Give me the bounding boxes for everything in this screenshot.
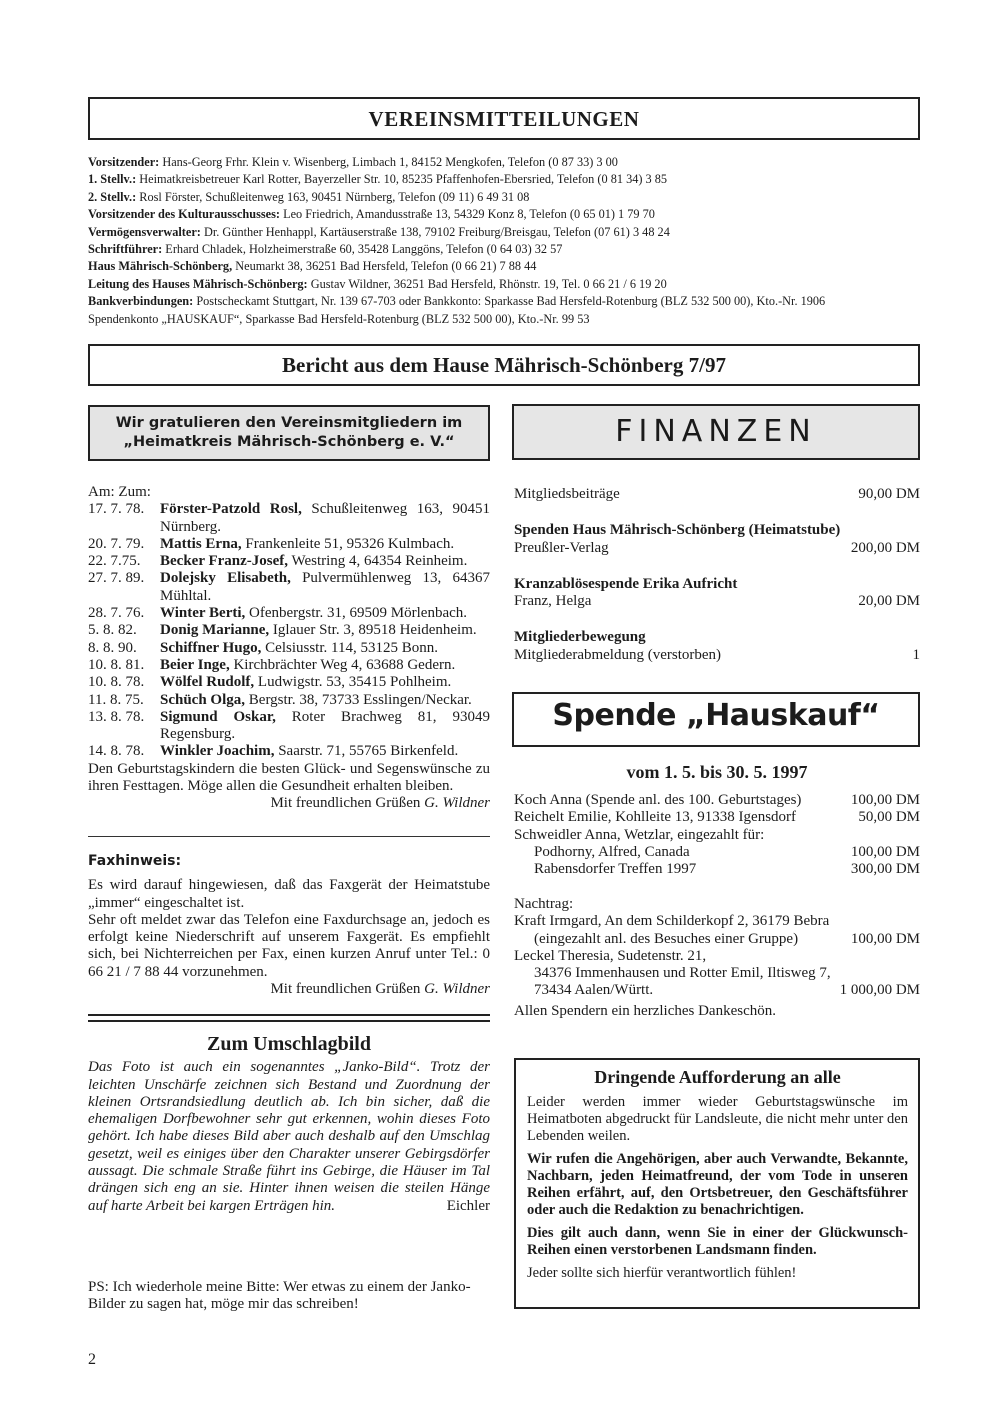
donation-row — [514, 844, 920, 861]
birthday-text: Beier Inge, Kirchbrächter Weg 4, 63688 Gedern. — [160, 656, 456, 673]
donation-amount: 100,00 DM — [850, 930, 920, 947]
birthday-entry — [88, 674, 490, 691]
board-members — [88, 154, 928, 328]
finance-list — [514, 486, 920, 664]
birthday-entry — [88, 622, 490, 639]
donation-amount: 300,00 DM — [850, 861, 920, 878]
am-zum-label: Am: Zum: — [88, 484, 151, 500]
board-line: 2. Stellv.: Rosl Förster, Schußleitenweg 163, 90451 Nürnberg, Telefon (09 11) 6 49 31 08 — [88, 189, 530, 204]
donor-name: Kraft Irmgard, An dem Schilderkopf 2, 36179 Bebra — [514, 913, 830, 930]
donation-amount: 100,00 DM — [850, 792, 920, 808]
section-header — [88, 97, 920, 140]
fax-paragraph: Es wird darauf hingewiesen, daß das Faxgerät der Heimatstube „immer“ eingeschaltet ist. — [88, 877, 490, 911]
cover-text: Das Foto ist auch ein sogenanntes „Janko-Bild“. Trotz der leichten Unschärfe zeichnen sich Bestand und Zuordnung der kleinen Ortsrandsiedlung deutlich ab. Ich bin sicher, daß die ehemaligen Dorfbewohner sehr gut erkennen, wohin dieses Foto gehört. Ich habe dieses Bild aber auch deshalb auf den Umschlag gesetzt, weil es einiges über den Charakter unserer Gebirgsdörfer aussagt. Die schmale Straße führt ins Gebirge, die Häuser im Tal drängen sich eng an sie. Hinter ihnen weisen die steilen Hänge auf harte Arbeit bei kargen Erträgen hin. Eichler — [88, 1059, 490, 1214]
donor-name: (eingezahlt anl. des Besuches einer Gruppe) — [534, 930, 799, 947]
birthday-text: Winter Berti, Ofenbergstr. 31, 69509 Mörlenbach. — [160, 605, 468, 622]
donation-period: vom 1. 5. bis 30. 5. 1997 — [626, 762, 808, 782]
finance-heading: Kranzablösespende Erika Aufricht — [514, 575, 738, 592]
birthday-text: Winkler Joachim, Saarstr. 71, 55765 Birkenfeld. — [160, 743, 459, 760]
finance-row: Franz, Helga 20,00 DM — [514, 593, 920, 610]
donation-row — [514, 913, 920, 930]
board-line: Schriftführer: Erhard Chladek, Holzheimerstraße 60, 35428 Langgöns, Telefon (0 64 03) 32 57 — [88, 242, 563, 257]
birthday-entry — [88, 640, 490, 657]
appeal-paragraph: Leider werden immer wieder Geburtstagswünsche im Heimatboten abgedruckt für Landsleute, die nicht mehr unter den Lebenden weilen. — [527, 1094, 908, 1144]
birthday-date: 27. 7. 89. — [88, 570, 145, 587]
board-line: Vorsitzender des Kulturausschusses: Leo Friedrich, Amandusstraße 13, 54329 Konz 8, Telefon (0 65 01) 1 79 70 — [88, 207, 655, 222]
birthday-text: Schüch Olga, Bergstr. 38, 73733 Esslingen/Neckar. — [160, 691, 472, 708]
birthday-closing: Den Geburtstagskindern die besten Glück- und Segenswünsche zu ihren Festtagen. Möge allen die Gesundheit erhalten bleiben. — [88, 760, 490, 795]
birthday-entry — [88, 605, 490, 622]
birthday-entry — [88, 570, 490, 605]
donation-row — [514, 965, 920, 982]
donor-name: Rabensdorfer Treffen 1997 — [534, 861, 697, 878]
birthday-text: Sigmund Oskar, Roter Brachweg 81, 93049 Regensburg. — [160, 708, 490, 743]
birthday-date: 17. 7. 78. — [88, 501, 145, 518]
congrats-box — [88, 405, 490, 461]
birthday-date: 13. 8. 78. — [88, 708, 145, 725]
donation-row — [514, 948, 920, 965]
board-line: Haus Mährisch-Schönberg, Neumarkt 38, 36251 Bad Hersfeld, Telefon (0 66 21) 7 88 44 — [88, 259, 537, 274]
finance-heading: Spenden Haus Mährisch-Schönberg (Heimatstube) — [514, 522, 841, 539]
double-divider — [88, 1014, 490, 1022]
birthday-date: 8. 8. 90. — [88, 639, 137, 656]
birthday-entry — [88, 657, 490, 674]
donor-name: Podhorny, Alfred, Canada — [534, 843, 690, 860]
fax-signoff: Mit freundlichen Grüßen G. Wildner — [270, 981, 490, 998]
birthday-entry — [88, 553, 490, 570]
finance-header — [512, 404, 920, 460]
birthday-text: Förster-Patzold Rosl, Schußleitenweg 163, 90451 Nürnberg. — [160, 501, 490, 535]
cover-author: Eichler — [446, 1197, 490, 1214]
appeal-paragraph: Wir rufen die Angehörigen, aber auch Verwandte, Bekannte, Nachbarn, jeden Heimatfreund, der vom Tode in unseren Reihen erfährt, auf, den Ortsbetreuer, den Geschäftsführer oder auch die Redaktion zu benachrichtigen. — [527, 1151, 908, 1218]
addendum — [514, 896, 920, 1020]
cover-title: Zum Umschlagbild — [207, 1033, 371, 1055]
board-line: Spendenkonto „HAUSKAUF“, Sparkasse Bad Hersfeld-Rotenburg (BLZ 532 500 00), Kto.-Nr. 99 53 — [88, 311, 590, 326]
fax-notice — [88, 853, 490, 998]
birthday-date: 10. 8. 81. — [88, 656, 145, 673]
donation-amount: 50,00 DM — [858, 809, 920, 826]
birthday-list — [88, 484, 490, 813]
finance-title: FINANZEN — [615, 414, 817, 449]
congrats-line2: „Heimatkreis Mährisch-Schönberg e. V.“ — [123, 434, 455, 450]
birthday-entry — [88, 709, 490, 744]
board-line: Vermögensverwalter: Dr. Günther Henhappl, Kartäuserstraße 138, 79102 Freiburg/Breisgau, Telefon (07 61) 3 48 24 — [88, 224, 670, 239]
birthday-date: 10. 8. 78. — [88, 674, 145, 691]
donation-amount: 1 000,00 DM — [839, 982, 920, 999]
donor-name: Leckel Theresia, Sudetenstr. 21, — [514, 947, 707, 964]
birthday-text: Donig Marianne, Iglauer Str. 3, 89518 Heidenheim. — [160, 622, 477, 639]
appeal-paragraph: Jeder sollte sich hierfür verantwortlich fühlen! — [527, 1265, 797, 1281]
donor-name: Koch Anna (Spende anl. des 100. Geburtstages) — [514, 792, 802, 808]
donation-row — [514, 809, 920, 826]
donation-row — [514, 982, 920, 999]
birthday-date: 11. 8. 75. — [88, 691, 144, 708]
finance-heading: Mitgliederbewegung — [514, 629, 646, 646]
section-title: VEREINSMITTEILUNGEN — [368, 107, 640, 131]
cover-article — [88, 1033, 490, 1215]
birthday-entry — [88, 536, 490, 553]
donation-row — [514, 792, 920, 809]
donor-name: Schweidler Anna, Wetzlar, eingezahlt für: — [514, 826, 765, 843]
donation-row — [514, 861, 920, 878]
board-line: Vorsitzender: Hans-Georg Frhr. Klein v. Wisenberg, Limbach 1, 84152 Mengkofen, Telefon (0 87 33) 3 00 — [88, 155, 618, 169]
board-line: Leitung des Hauses Mährisch-Schönberg: Gustav Wildner, 36251 Bad Hersfeld, Rhönstr. 19, Tel. 0 66 21 / 6 19 20 — [88, 276, 667, 291]
donation-list — [514, 792, 920, 878]
donor-name: 73434 Aalen/Württ. — [534, 982, 654, 999]
finance-row: Preußler-Verlag 200,00 DM — [514, 539, 920, 556]
page-number: 2 — [88, 1351, 96, 1368]
birthday-entry — [88, 501, 490, 536]
board-line: 1. Stellv.: Heimatkreisbetreuer Karl Rotter, Bayerzeller Str. 10, 85235 Pfaffenhofen-Ebersried, Telefon (0 81 34) 3 85 — [88, 172, 668, 187]
donation-thanks: Allen Spendern ein herzliches Dankeschön. — [514, 1002, 776, 1019]
appeal-title: Dringende Aufforderung an alle — [594, 1067, 841, 1087]
birthday-date: 14. 8. 78. — [88, 743, 145, 760]
donation-title: Spende „Hauskauf“ — [552, 698, 880, 733]
report-title: Bericht aus dem Hause Mährisch-Schönberg 7/97 — [282, 353, 726, 377]
birthday-date: 28. 7. 76. — [88, 605, 145, 622]
birthday-entry — [88, 692, 490, 709]
finance-row: Mitgliederabmeldung (verstorben) 1 — [514, 646, 920, 663]
birthday-date: 5. 8. 82. — [88, 622, 137, 639]
birthday-date: 22. 7.75. — [88, 553, 141, 570]
birthday-text: Wölfel Rudolf, Ludwigstr. 53, 35415 Pohlheim. — [160, 674, 452, 691]
birthday-signoff: Mit freundlichen Grüßen G. Wildner — [270, 795, 490, 812]
appeal-box — [514, 1058, 920, 1309]
congrats-line1: Wir gratulieren den Vereinsmitgliedern im — [115, 415, 463, 431]
birthday-date: 20. 7. 79. — [88, 535, 145, 552]
donor-name: Reichelt Emilie, Kohlleite 13, 91338 Igensdorf — [514, 809, 797, 826]
birthday-text: Schiffner Hugo, Celsiusstr. 114, 53125 Bonn. — [160, 639, 438, 656]
donation-row — [514, 827, 920, 844]
donation-row — [514, 931, 920, 948]
birthday-text: Dolejsky Elisabeth, Pulvermühlenweg 13, 64367 Mühltal. — [160, 570, 490, 604]
postscript: PS: Ich wiederhole meine Bitte: Wer etwas zu einem der Janko-Bilder zu sagen hat, möge mir das schreiben! — [88, 1279, 471, 1313]
appeal-paragraph: Dies gilt auch dann, wenn Sie in einer der Glückwunsch-Reihen einen verstorbenen Landsmann finden. — [527, 1225, 908, 1258]
donation-amount: 100,00 DM — [850, 843, 920, 860]
report-header — [88, 344, 920, 386]
birthday-text: Mattis Erna, Frankenleite 51, 95326 Kulmbach. — [160, 535, 455, 552]
birthday-entry — [88, 743, 490, 760]
divider — [88, 836, 490, 837]
birthday-text: Becker Franz-Josef, Westring 4, 64354 Reinheim. — [160, 553, 468, 570]
finance-row: Mitgliedsbeiträge 90,00 DM — [514, 486, 920, 502]
donation-header — [512, 692, 920, 747]
fax-title: Faxhinweis: — [88, 853, 182, 869]
board-line: Bankverbindungen: Postscheckamt Stuttgart, Nr. 139 67-703 oder Bankkonto: Sparkasse Bad Hersfeld-Rotenburg (BLZ 532 500 00), Kto.-Nr. 1906 — [88, 294, 826, 309]
addendum-title: Nachtrag: — [514, 896, 574, 912]
fax-paragraph: Sehr oft meldet zwar das Telefon eine Faxdurchsage an, jedoch es erfolgt keine Niederschrift auf unserem Faxgerät. Es empfiehlt sich, bei Nichterreichen per Fax, einen kurzen Anruf unter Tel.: 0 66 21 / 7 88 44 vorzunehmen. — [88, 911, 490, 980]
donor-name: 34376 Immenhausen und Rotter Emil, Iltisweg 7, — [534, 965, 831, 982]
